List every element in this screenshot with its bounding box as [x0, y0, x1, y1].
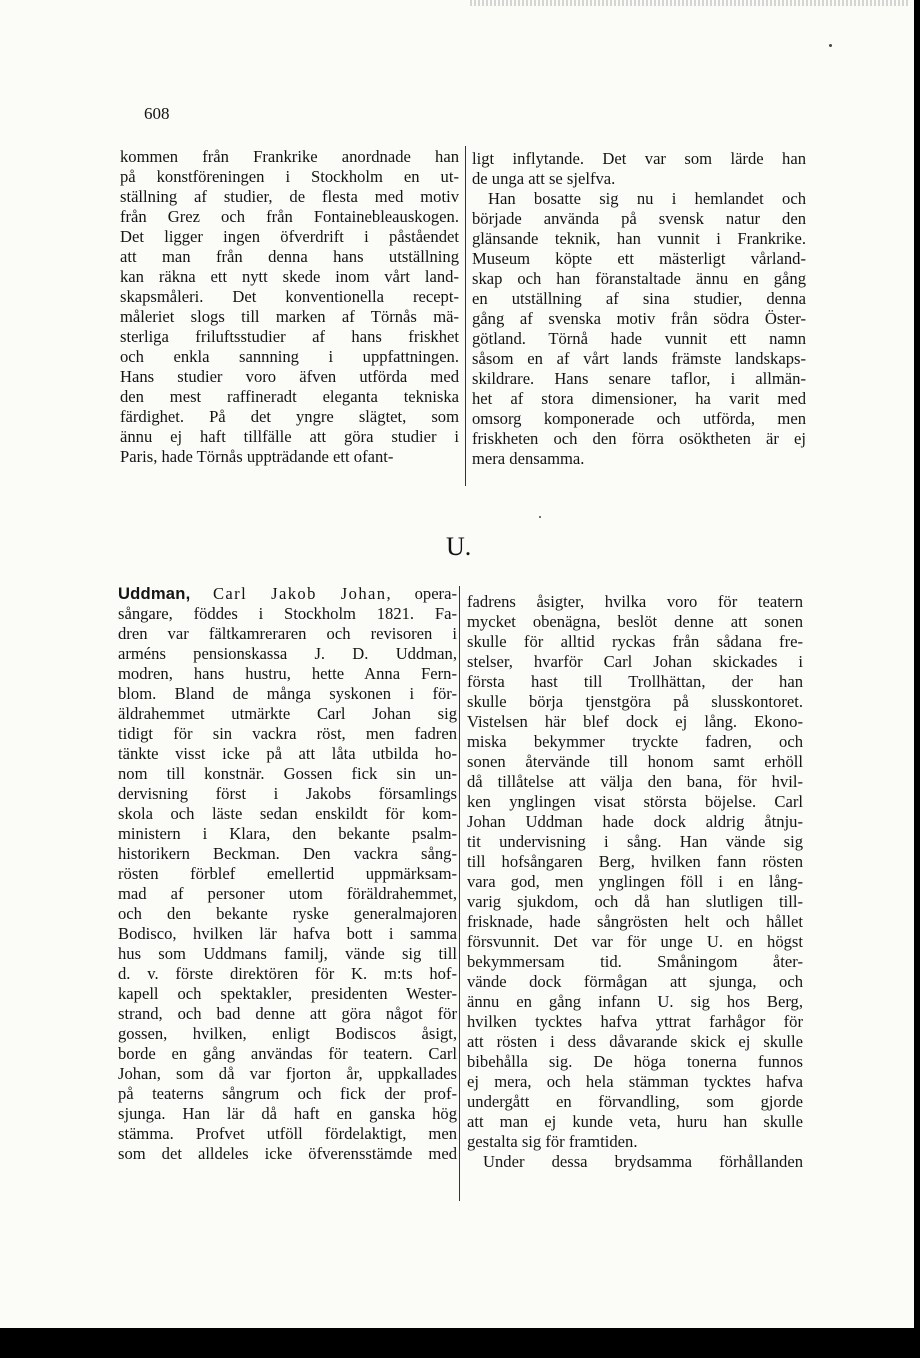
text-line: hvilken tycktes hafva yttrat farhågor för [467, 1012, 803, 1031]
text-line: bibehålla sig. De höga tonerna funnos [467, 1052, 803, 1071]
text-line: Det ligger ingen öfverdrift i påståendet [120, 227, 459, 246]
text-line: färdighet. På det yngre slägtet, som [120, 407, 459, 426]
text-line: kan räkna ett nytt skede inom vårt land- [120, 267, 459, 286]
text-line: Johan, som då var fjorton år, uppkallades [118, 1064, 457, 1083]
text-line: ken ynglingen visat största böjelse. Carl [467, 792, 803, 811]
text-line: kommen från Frankrike anordnade han [120, 147, 459, 166]
text-line: stelser, hvarför Carl Johan skickades i [467, 652, 803, 671]
text-line: mad af personer utom föräldrahemmet, [118, 884, 457, 903]
text-line: sonen återvände till honom samt erhöll [467, 752, 803, 771]
text-line: Hans studier voro äfven utförda med [120, 367, 459, 386]
text-line: tänkte visst icke på att låta utbilda ho- [118, 744, 457, 763]
text-line: fadrens åsigter, hvilka voro för teatern [467, 592, 803, 611]
text-line: glänsande teknik, han vunnit i Frankrike. [472, 229, 806, 248]
text-line: modren, hans hustru, hette Anna Fern- [118, 664, 457, 683]
text-line: gång af svenska motiv från södra Öster- [472, 309, 806, 328]
text-line: het af stora dimensioner, ha varit med [472, 389, 806, 408]
text-line: skulle börja tjenstgöra på slusskontoret. [467, 692, 803, 711]
text-line: den mest raffineradt eleganta tekniska [120, 387, 459, 406]
text-line: gossen, hvilken, enligt Bodiscos åsigt, [118, 1024, 457, 1043]
entry-first-line-rest: opera- [414, 584, 457, 603]
text-line: Johan Uddman hade dock aldrig åtnju- [467, 812, 803, 831]
text-line: mera densamma. [472, 449, 585, 468]
entry-headword: Uddman, [118, 584, 191, 603]
text-line: på konstföreningen i Stockholm en ut- [120, 167, 459, 186]
text-line: och enkla sannning i uppfattningen. [120, 347, 459, 366]
text-line: Bodisco, hvilken lär hafva bott i samma [118, 924, 457, 943]
text-line: blom. Bland de många syskonen i för- [118, 684, 457, 703]
text-line: ej mera, och hela stämman tycktes hafva [467, 1072, 803, 1091]
text-line: från Grez och från Fontainebleauskogen. [120, 207, 459, 226]
text-line: och den bekante ryske generalmajoren [118, 904, 457, 923]
column-divider-top [465, 146, 466, 486]
text-line: då tillåtelse att välja den bana, för hvil- [467, 772, 803, 791]
text-line: en utställning af sina studier, denna [472, 289, 806, 308]
text-line: Museum köpte ett mästerligt vårland- [472, 249, 806, 268]
text-line: mycket obenägna, beslöt denne att sonen [467, 612, 803, 631]
column-top-right [472, 149, 806, 469]
text-line: miska bekymmer tryckte fadren, och [467, 732, 803, 751]
text-line: första hast till Trollhättan, der han [467, 672, 803, 691]
entry-given-names: Carl Jakob Johan, [212, 584, 393, 603]
text-line: skapsmåleri. Det konventionella recept- [120, 287, 459, 306]
text-line: bekymmersam tid. Småningom åter- [467, 952, 803, 971]
text-line: äldrahemmet utmärkte Carl Johan sig [118, 704, 457, 723]
text-line: nom till konstnär. Gossen fick sin un- [118, 764, 457, 783]
column-divider-bottom [459, 586, 460, 1201]
text-line: ännu ej haft tillfälle att göra studier i [120, 427, 459, 446]
text-line: sångare, föddes i Stockholm 1821. Fa- [118, 604, 457, 623]
text-line: dervisning först i Jakobs församlings [118, 784, 457, 803]
text-line: tidigt för sin vackra röst, men fadren [118, 724, 457, 743]
text-line: tit undervisning i sång. Han vände sig [467, 832, 803, 851]
text-line: rösten förblef emellertid uppmärksam- [118, 864, 457, 883]
text-line: friskheten och den förra osöktheten är ej [472, 429, 806, 448]
text-line: sterliga friluftsstudier af hans friskhet [120, 327, 459, 346]
text-line: skildrare. Hans senare taflor, i allmän- [472, 369, 806, 388]
text-line: såsom en af vårt lands främste landskaps- [472, 349, 806, 368]
text-line: omsorg komponerade och utförda, men [472, 409, 806, 428]
column-bottom-left [118, 584, 457, 1164]
scan-speck [539, 516, 541, 518]
text-line: ställning af studier, de flesta med motiv [120, 187, 459, 206]
text-line: borde en gång användas för teatern. Carl [118, 1044, 457, 1063]
text-line: dren var fältkamreraren och revisoren i [118, 624, 457, 643]
text-line: Under dessa brydsamma förhållanden [483, 1152, 803, 1171]
text-line: till hofsångaren Berg, hvilken fann rösten [467, 852, 803, 871]
text-line: strand, och bad denne att göra något för [118, 1004, 457, 1023]
text-line: frisknade, hade sångrösten helt och hållet [467, 912, 803, 931]
text-line: Vistelsen här blef dock ej lång. Ekono- [467, 712, 803, 731]
text-line: d. v. förste direktören för K. m:ts hof- [118, 964, 457, 983]
text-line: Paris, hade Törnås uppträdande ett ofant- [120, 447, 394, 466]
scan-speck [829, 44, 832, 47]
text-line: götland. Törnå hade vunnit ett namn [472, 329, 806, 348]
entry-first-line [118, 584, 457, 604]
text-line: varig sjukdom, och då han slutligen till- [467, 892, 803, 911]
text-line: skola och läste sedan enskildt för kom- [118, 804, 457, 823]
text-line: som det alldeles icke öfverensstämde med [118, 1144, 457, 1163]
text-line: att rösten i dess dåvarande skick ej skulle [467, 1032, 803, 1051]
text-line: de unga att se sjelfva. [472, 169, 616, 188]
text-line: att man ej kunde veta, huru han skulle [467, 1112, 803, 1131]
scan-edge-artifact [470, 0, 910, 6]
text-line: gestalta sig för framtiden. [467, 1132, 638, 1151]
text-line: kapell och spektakler, presidenten Wester- [118, 984, 457, 1003]
text-line: att man från denna hans utställning [120, 247, 459, 266]
text-line: måleriet slogs till marken af Törnås mä- [120, 307, 459, 326]
page-number: 608 [144, 104, 170, 123]
text-line: vara god, men ynglingen föll i en lång- [467, 872, 803, 891]
column-bottom-right [467, 592, 803, 1172]
section-heading-letter: U. [446, 532, 472, 561]
text-line: på teaterns sångrum och fick der prof- [118, 1084, 457, 1103]
text-line: historikern Beckman. Den vackra sång- [118, 844, 457, 863]
text-line: ministern i Klara, den bekante psalm- [118, 824, 457, 843]
column-top-left [120, 147, 459, 467]
text-line: undergått en förvandling, som gjorde [467, 1092, 803, 1111]
text-line: skulle för alltid ryckas från sådana fre- [467, 632, 803, 651]
column-bottom-left-body [118, 604, 457, 1164]
text-line: hus som Uddmans familj, vände sig till [118, 944, 457, 963]
text-line: ännu en gång infann U. sig hos Berg, [467, 992, 803, 1011]
text-line: skap och han föranstaltade ännu en gång [472, 269, 806, 288]
text-line: sjunga. Han lär då haft en ganska hög [118, 1104, 457, 1123]
text-line: ligt inflytande. Det var som lärde han [472, 149, 806, 168]
text-line: försvunnit. Det var för unge U. en högst [467, 932, 803, 951]
text-line: började använda på svensk natur den [472, 209, 806, 228]
text-line: Han bosatte sig nu i hemlandet och [488, 189, 806, 208]
text-line: arméns pensionskassa J. D. Uddman, [118, 644, 457, 663]
text-line: vände dock förmågan att sjunga, och [467, 972, 803, 991]
text-line: stämma. Profvet utföll fördelaktigt, men [118, 1124, 457, 1143]
